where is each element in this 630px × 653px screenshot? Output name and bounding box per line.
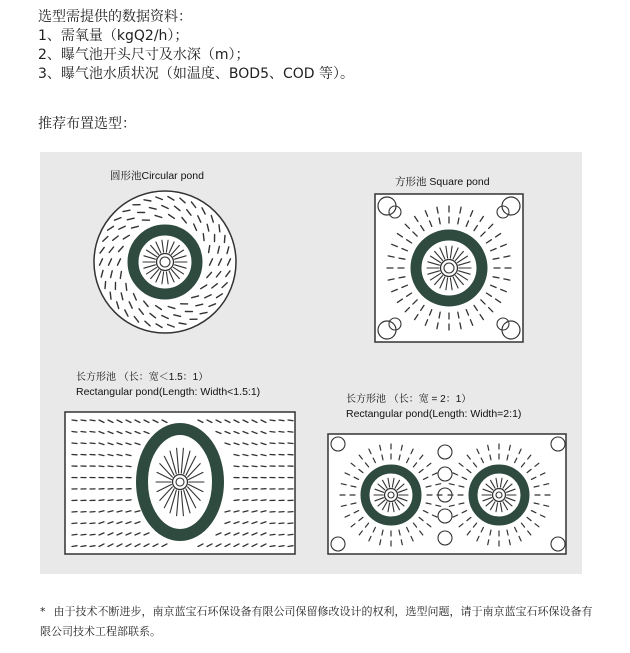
intro-item-1: 1、需氧量（kgQ2/h）；	[38, 28, 189, 44]
rectangular-pond-2-diagram	[328, 434, 566, 554]
rect1-label-en: Rectangular pond(Length: Width<1.5:1)	[76, 386, 261, 398]
rect2-label-en: Rectangular pond(Length: Width=2:1)	[346, 408, 522, 420]
recommend-heading: 推荐布置选型：	[38, 116, 136, 132]
circular-pond-label: 圆形池Circular pond	[110, 170, 204, 182]
intro-heading: 选型需提供的数据资料：	[38, 9, 192, 25]
intro-block	[38, 8, 354, 84]
footnote-star: *	[40, 605, 46, 618]
rectangular-pond-1-diagram	[65, 412, 295, 554]
footnote-text: 由于技术不断进步，南京蓝宝石环保设备有限公司保留修改设计的权利，选型问题，请于南京蓝宝石环保设备有限公司技术工程部联系。	[40, 605, 593, 638]
circular-pond-diagram	[94, 191, 236, 333]
square-pond-diagram	[375, 194, 523, 342]
intro-item-2: 2、曝气池开头尺寸及水深（m）；	[38, 47, 250, 63]
footnote	[40, 602, 600, 642]
square-pond-label: 方形池 Square pond	[395, 176, 490, 188]
rect2-label-cn: 长方形池 （长：宽 = 2：1）	[346, 394, 472, 405]
pond-diagrams	[40, 152, 582, 574]
pond-layout-figure	[40, 152, 582, 574]
intro-item-3: 3、曝气池水质状况（如温度、BOD5、COD 等）。	[38, 66, 354, 82]
rect1-label-cn: 长方形池 （长：宽＜1.5：1）	[76, 372, 209, 383]
